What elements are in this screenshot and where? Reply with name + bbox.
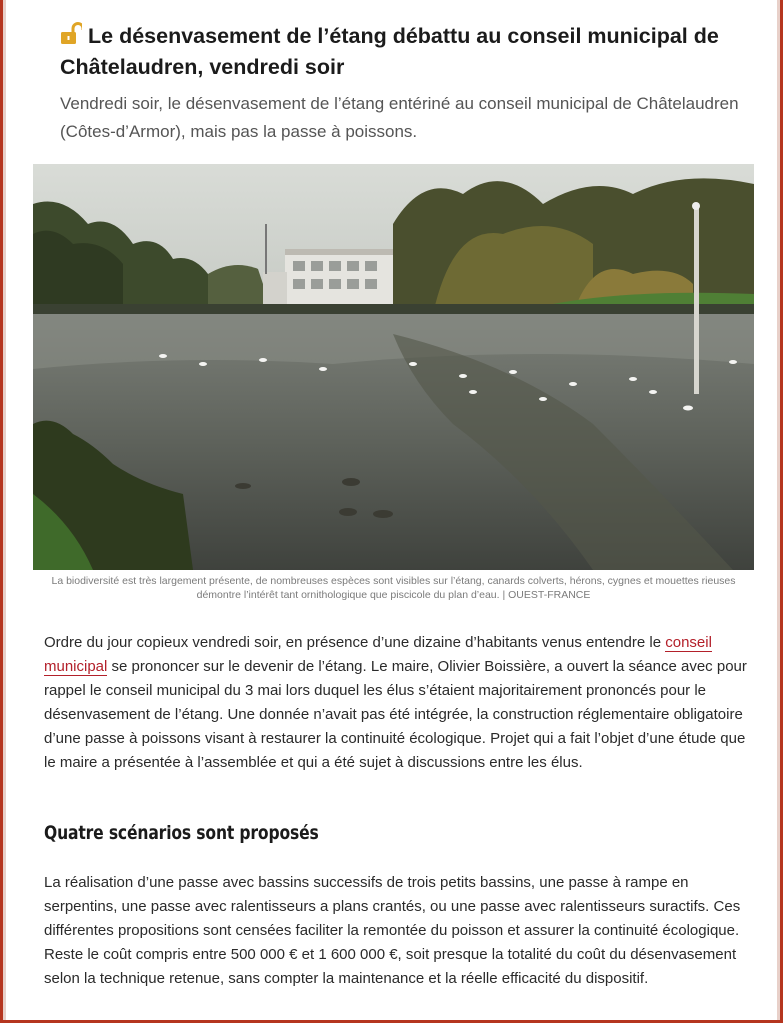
conseil-municipal-link[interactable]: conseil municipal bbox=[44, 634, 712, 675]
article-paragraph-1: Ordre du jour copieux vendredi soir, en présence d’une dizaine d’habitants venus entendre le conseil municipal se prononcer sur le devenir de l’étang. Le maire, Olivier Boissière, a ouvert la séance avec pour rappel le conseil municipal du 3 mai lors duquel les élus s’étaient majoritairement prononcés pour le désenvasement de l’étang. Une donnée n’avait pas été intégrée, la construction réglementaire obligatoire d’une passe à poissons visant à restaurer la continuité écologique. Projet qui a fait l’objet d’une étude que le maire a présentée à l’assemblée et qui a été sujet à discussions entre les élus. bbox=[44, 634, 747, 771]
article-photo bbox=[33, 164, 754, 570]
open-padlock-icon bbox=[60, 22, 82, 53]
section-subheading: Quatre scénarios sont proposés bbox=[44, 822, 319, 844]
article-headline bbox=[60, 22, 750, 81]
photo-caption: La biodiversité est très largement présente, de nombreuses espèces sont visibles sur l’étang, canards colverts, hérons, cygnes et mouettes rieuses démontre l’intérêt tant ornithologique que piscicole du plan d’eau. | OUEST-FRANCE bbox=[51, 575, 736, 601]
headline-text: Le désenvasement de l’étang débattu au conseil municipal de Châtelaudren, vendredi soir bbox=[60, 24, 719, 79]
article-paragraph-2: La réalisation d’une passe avec bassins successifs de trois petits bassins, une passe à rampe en serpentins, une passe avec ralentisseurs a plans crantés, ou une passe avec ralentisseurs suractifs. Ces différentes propositions sont censées faciliter la remontée du poisson et assurer la continuité écologique. Reste le coût compris entre 500 000 € et 1 600 000 €, soit presque la totalité du coût du désenvasement selon la technique retenue, sans compter la maintenance et la réelle efficacité du dispositif. bbox=[44, 874, 741, 987]
article-standfirst: Vendredi soir, le désenvasement de l’étang entériné au conseil municipal de Châtelaudren (Côtes-d’Armor), mais pas la passe à poissons. bbox=[60, 94, 739, 141]
